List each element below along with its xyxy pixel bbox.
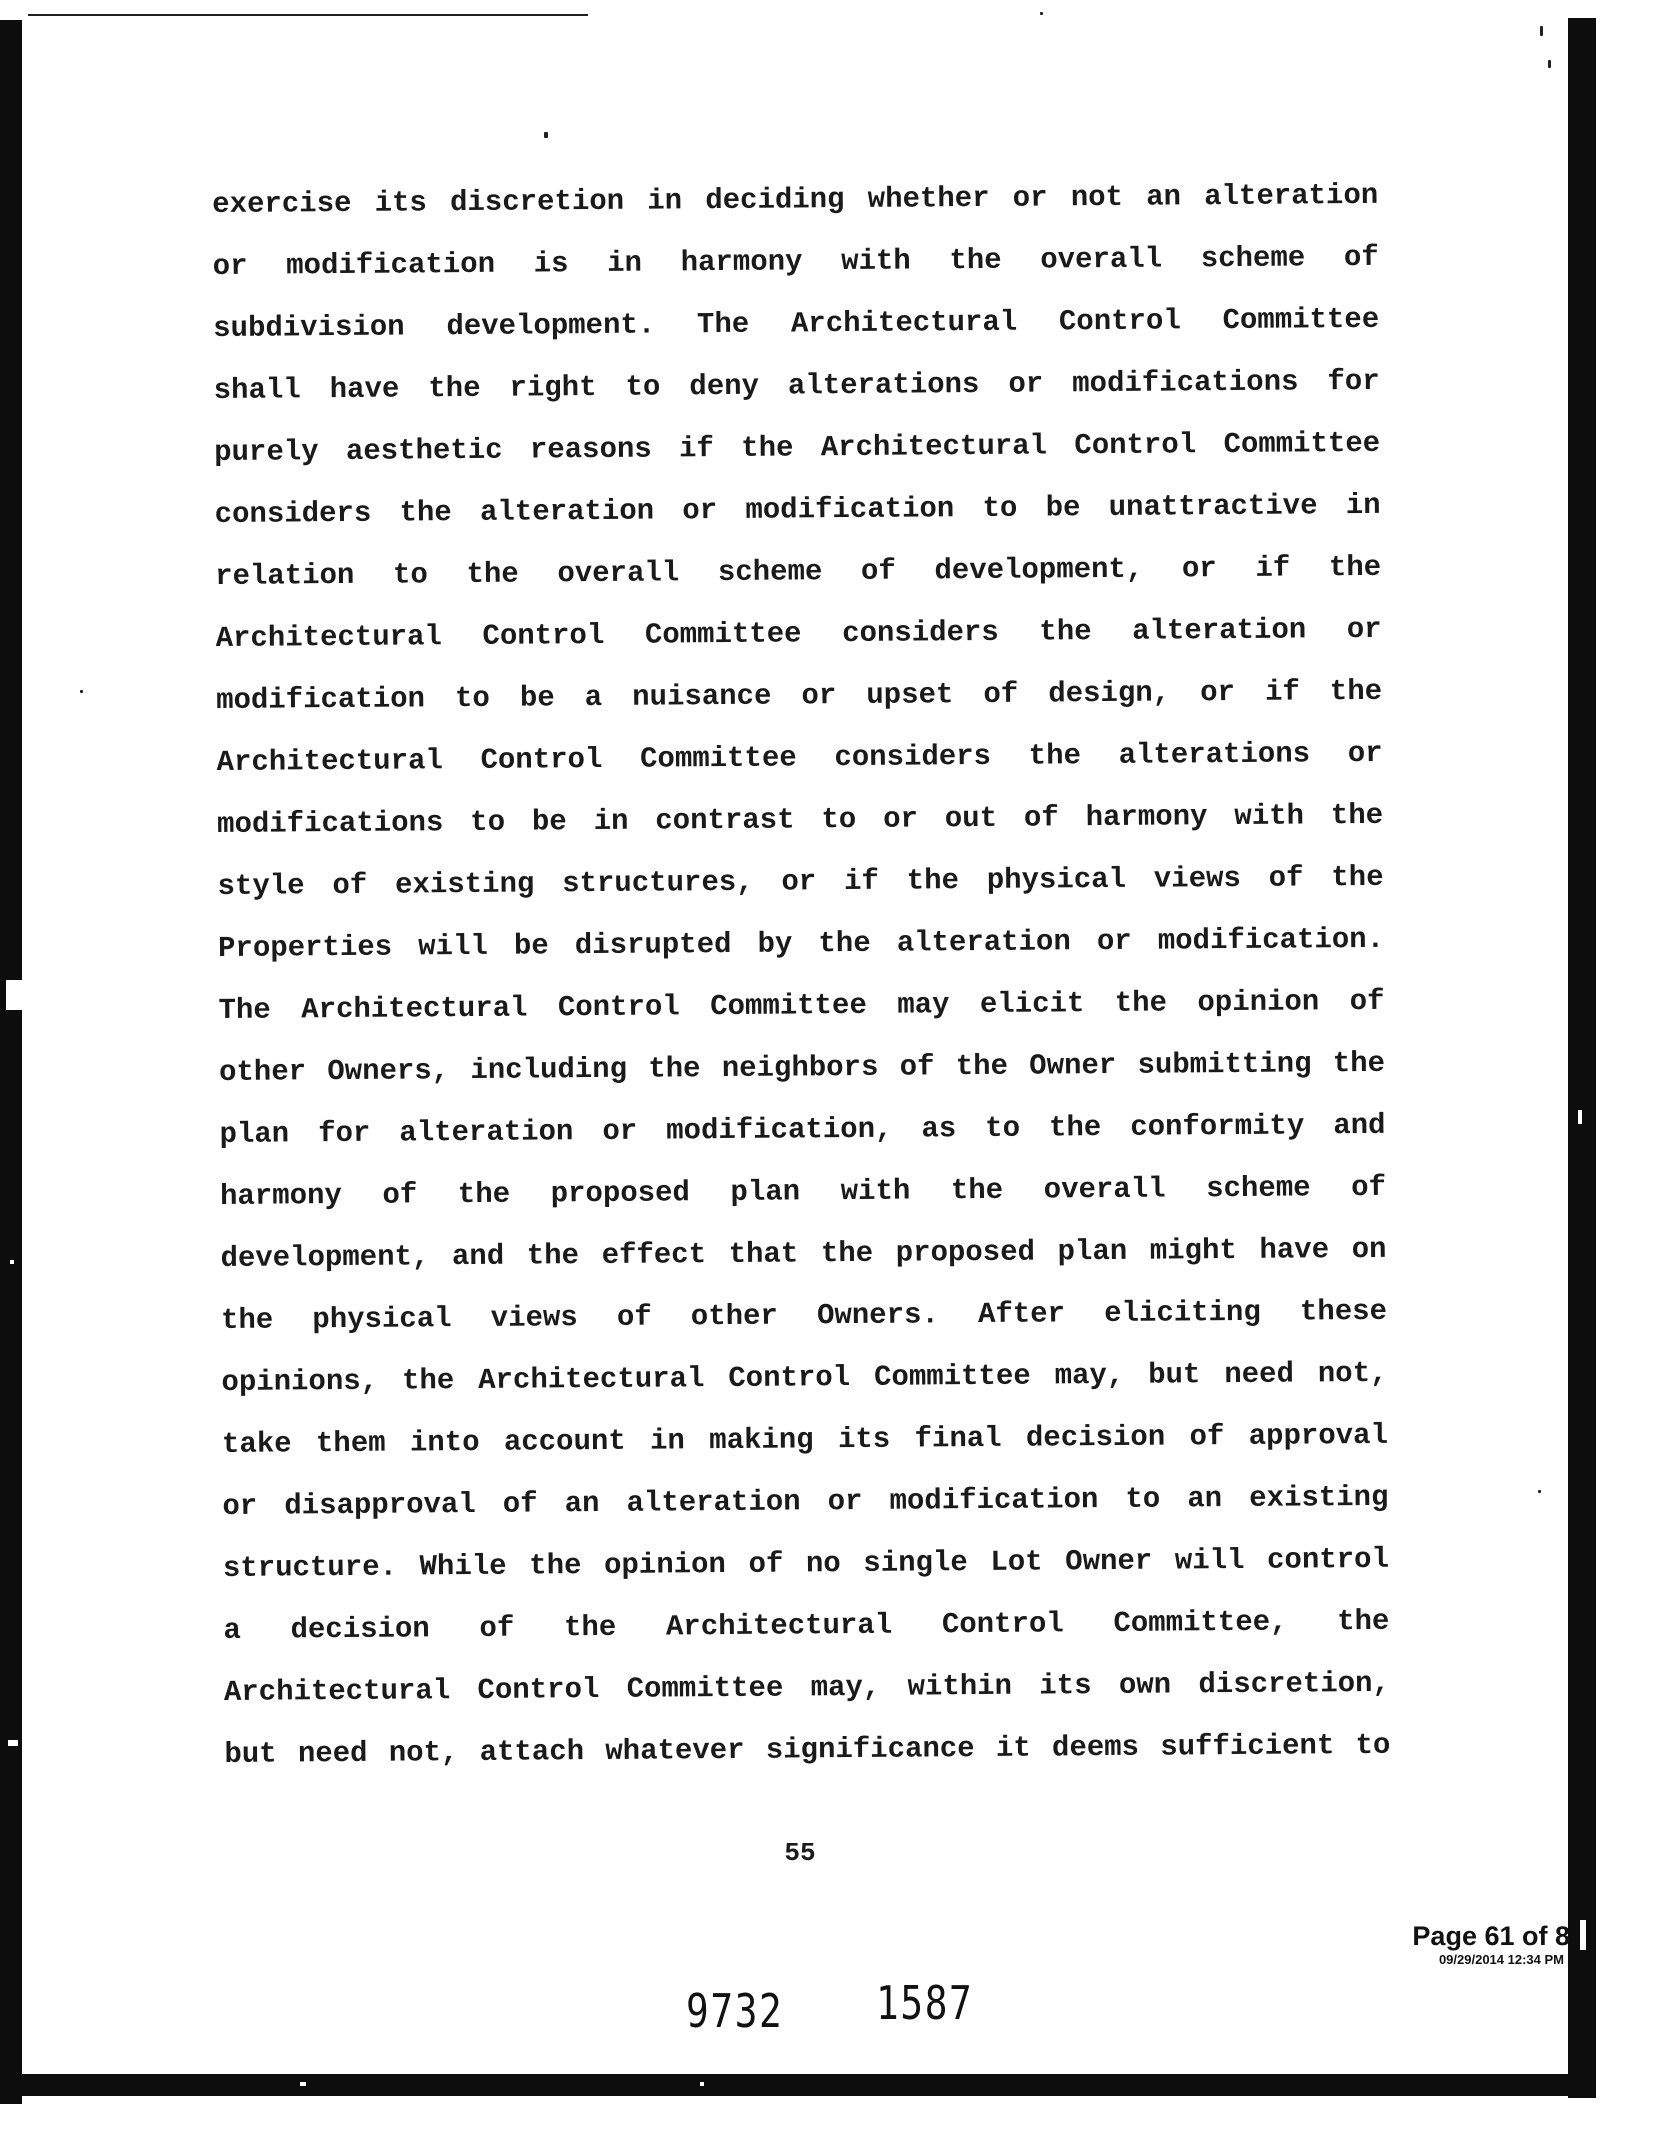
text-line: plan for alteration or modification, as to the conformity and <box>219 1108 1386 1151</box>
page-number: 55 <box>784 1838 816 1868</box>
text-line: relation to the overall scheme of development, or if the <box>215 550 1382 593</box>
text-line: the physical views of other Owners. After eliciting these <box>220 1294 1388 1337</box>
text-line: subdivision development. The Architectural Control Committee <box>213 302 1380 345</box>
scan-speck <box>1040 12 1043 15</box>
text-line: Architectural Control Committee considers the alteration or <box>215 612 1382 655</box>
book-number: 9732 <box>686 1984 784 2038</box>
text-line: style of existing structures, or if the physical views of the <box>217 860 1384 903</box>
scan-speck <box>1540 26 1543 36</box>
scan-speck <box>1538 1490 1541 1493</box>
text-line: or modification is in harmony with the overall scheme of <box>212 240 1379 283</box>
text-line: harmony of the proposed plan with the overall scheme of <box>219 1170 1387 1213</box>
text-line: modification to be a nuisance or upset of design, or if the <box>216 674 1383 717</box>
text-line: opinions, the Architectural Control Committee may, but need not, <box>221 1356 1388 1399</box>
text-line: modifications to be in contrast to or out of harmony with the <box>216 798 1384 841</box>
text-line: purely aesthetic reasons if the Architectural Control Committee <box>214 426 1381 469</box>
text-line: The Architectural Control Committee may elicit the opinion of <box>218 984 1385 1027</box>
text-line: take them into account in making its final decision of approval <box>221 1418 1389 1461</box>
text-line: shall have the right to deny alterations or modifications for <box>213 364 1380 407</box>
text-line: but need not, attach whatever significance it deems sufficient to <box>224 1728 1391 1771</box>
book-page-reference: 1587 <box>876 1976 974 2030</box>
top-scan-rule <box>28 14 588 16</box>
scan-artifact <box>8 1740 18 1746</box>
text-line: other Owners, including the neighbors of the Owner submitting the <box>218 1046 1386 1089</box>
scan-speck <box>544 132 548 138</box>
scan-artifact <box>10 1260 14 1264</box>
left-scan-border <box>0 20 22 2104</box>
right-scan-border <box>1568 18 1596 2098</box>
bottom-scan-border <box>0 2074 1596 2096</box>
text-line: a decision of the Architectural Control Committee, the <box>223 1604 1390 1647</box>
text-line: Architectural Control Committee may, within its own discretion, <box>223 1666 1391 1709</box>
scan-artifact <box>1578 1110 1582 1124</box>
recording-page-stamp <box>1336 1920 1570 1968</box>
text-line: Properties will be disrupted by the alteration or modification. <box>217 922 1385 965</box>
text-line: exercise its discretion in deciding whether or not an alteration <box>212 178 1379 221</box>
text-line: Architectural Control Committee considers the alterations or <box>216 736 1383 779</box>
text-line: structure. While the opinion of no single Lot Owner will control <box>222 1542 1390 1585</box>
text-line: development, and the effect that the proposed plan might have on <box>220 1232 1387 1275</box>
scan-artifact <box>700 2082 704 2086</box>
scan-artifact <box>6 980 22 1010</box>
scan-artifact <box>300 2082 306 2086</box>
text-line: considers the alteration or modification to be unattractive in <box>214 488 1381 531</box>
scan-speck <box>1548 60 1551 68</box>
scan-artifact <box>1580 1920 1586 1950</box>
body-text <box>212 165 1391 1786</box>
stamp-timestamp: 09/29/2014 12:34 PM <box>1438 1952 1564 1967</box>
text-line: or disapproval of an alteration or modification to an existing <box>222 1480 1389 1523</box>
stamp-page-label: Page 61 of 8 <box>1412 1921 1570 1951</box>
scan-speck <box>80 690 83 693</box>
